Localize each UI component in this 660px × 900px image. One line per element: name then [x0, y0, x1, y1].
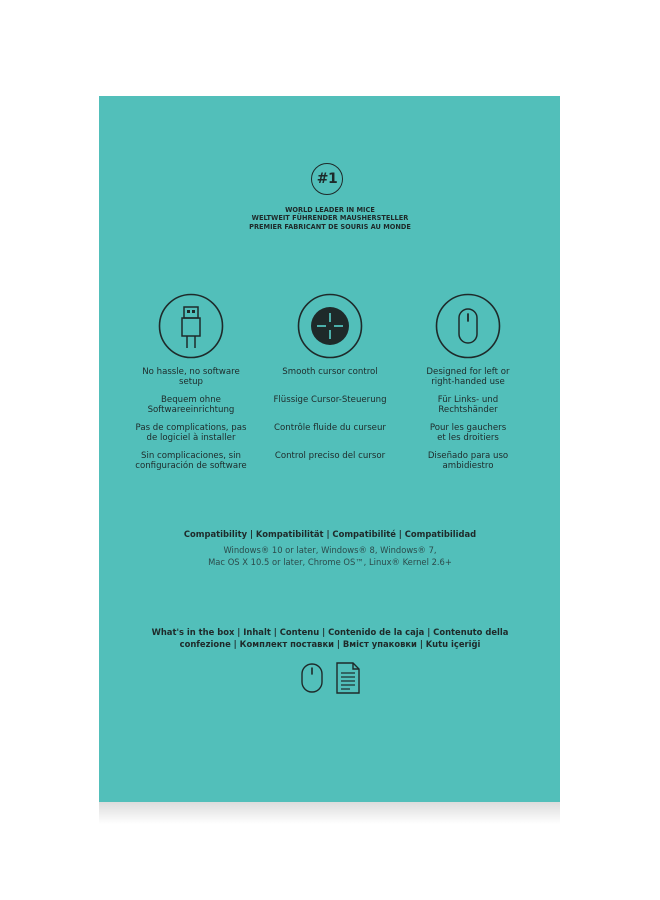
leader-line-fr: PREMIER FABRICANT DE SOURIS AU MONDE [249, 222, 411, 231]
compatibility-body: Windows® 10 or later, Windows® 8, Windows® 7, Mac OS X 10.5 or later, Chrome OS™, Linux® Kernel 2.6+ [208, 545, 452, 567]
world-leader-text [200, 206, 460, 231]
feature-no-software [126, 293, 256, 479]
usb-plug-icon [158, 293, 224, 359]
feature-3-es: Diseñado para uso ambidiestro [427, 451, 509, 472]
document-contents-icon [334, 662, 362, 694]
mouse-contents-icon [300, 663, 324, 693]
rank-badge [311, 163, 343, 195]
feature-ambidextrous [403, 293, 533, 479]
compatibility-section [120, 528, 540, 568]
feature-2-de: Flüssige Cursor-Steuerung [273, 395, 387, 405]
feature-2-fr: Contrôle fluide du curseur [274, 423, 386, 433]
feature-smooth-cursor [265, 293, 395, 479]
leader-line-de: WELTWEIT FÜHRENDER MAUSHERSTELLER [251, 214, 409, 223]
rank-label: #1 [316, 171, 338, 187]
feature-2-en: Smooth cursor control [282, 367, 378, 377]
in-box-heading: What's in the box | Inhalt | Contenu | Contenido de la caja | Contenuto della confezione | Комплект поставки | Вміст упаковки | Kutu içeriği [151, 627, 509, 649]
package-shadow [99, 802, 560, 824]
feature-3-en: Designed for left or right-handed use [426, 367, 510, 388]
feature-3-de: Für Links- und Rechtshänder [437, 395, 499, 416]
feature-1-en: No hassle, no software setup [142, 367, 240, 388]
feature-1-es: Sin complicaciones, sin configuración de software [135, 451, 247, 472]
leader-line-en: WORLD LEADER IN MICE [285, 206, 375, 214]
crosshair-cursor-icon [297, 293, 363, 359]
feature-3-fr: Pour les gauchers et les droitiers [429, 423, 507, 444]
feature-2-es: Control preciso del cursor [274, 451, 386, 461]
compatibility-heading: Compatibility | Kompatibilität | Compatibilité | Compatibilidad [183, 529, 477, 539]
feature-1-fr: Pas de complications, pas de logiciel à installer [135, 423, 247, 444]
feature-1-de: Bequem ohne Softwareeinrichtung [147, 395, 235, 416]
mouse-icon [435, 293, 501, 359]
